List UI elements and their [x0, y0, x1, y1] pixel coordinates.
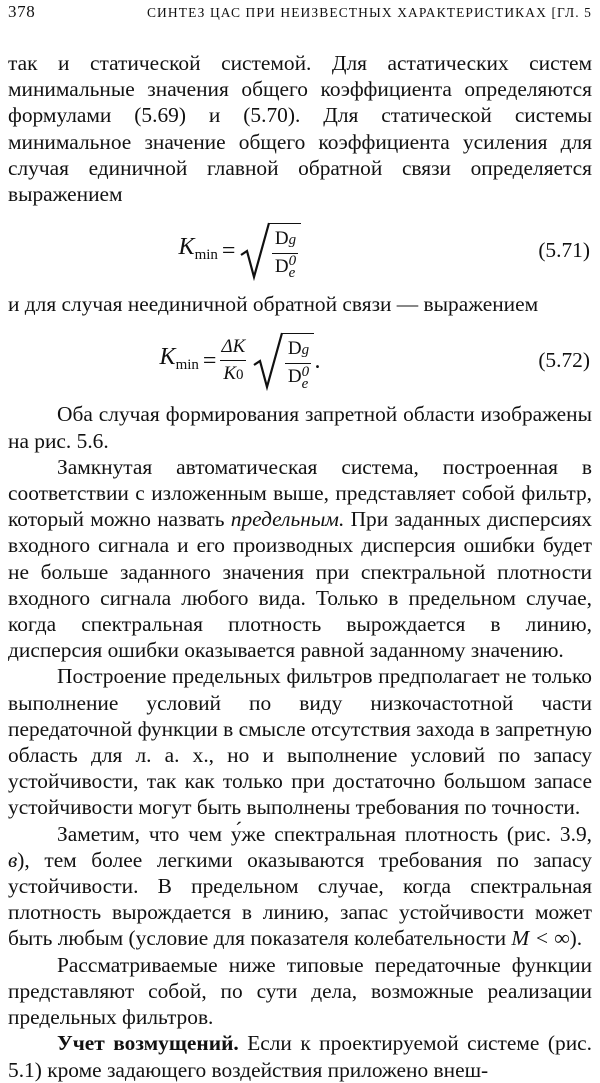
paragraph-1: так и статической системой. Для астатических систем минимальные значения общего коэффициента определяются формулами (5.69) и (5.70). Для статической системы минимальное значение общего коэффициента усиления для случая единичной главной обратной связи определяется выражением: [8, 51, 592, 207]
eq2-lhs: $K_{min}$: [159, 344, 199, 374]
eq2-fraction: Dg D 0 e: [285, 336, 311, 390]
running-title: СИНТЕЗ ЦАС ПРИ НЕИЗВЕСТНЫХ ХАРАКТЕРИСТИКАХ [ГЛ. 5: [146, 5, 592, 20]
equation-5-72-formula: $K_{min}$ = $\frac{\Delta K}{K0}$ Dg D 0 e .: [8, 325, 472, 397]
equals-sign: =: [221, 238, 236, 265]
eq2-sqrt: [252, 331, 314, 391]
paragraph-3: Оба случая формирования запретной области изображены на рис. 5.6.: [8, 402, 592, 453]
radical-sign-icon: [239, 221, 271, 281]
paragraph-5: Построение предельных фильтров предполагает не только выполнение условий по виду низкочастотной части передаточной функции в смысле отсутствия захода в запретную область для л. а. х., но и выполнение условий по запасу устойчивости, так как только при достаточно большом запасе устойчивости могут быть выполнены требования по точности.: [8, 664, 592, 820]
radical-sign-icon: [252, 331, 284, 391]
equation-5-72: [8, 325, 592, 397]
page-body: [8, 50, 592, 1083]
paragraph-4: Замкнутая автоматическая система, построенная в соответствии с изложенным выше, представляет собой фильтр, который можно назвать предельным. При заданных дисперсиях входного сигнала и его производных дисперсия ошибки будет не больше заданного значения при спектральной плотности входного сигнала любого вида. Только в предельном случае, когда спектральная плотность вырождается в линию, дисперсия ошибки оказывается равной заданному значению.: [8, 454, 592, 663]
eq1-lhs: $K_{min}$: [178, 234, 218, 264]
paragraph-8: Учет возмущений. Если к проектируемой системе (рис. 5.1) кроме задающего воздействия приложено внеш-: [8, 1031, 592, 1082]
equals-sign: =: [202, 348, 217, 375]
equation-number: (5.72): [538, 348, 590, 373]
equation-5-71: [8, 215, 592, 287]
equation-number: (5.71): [538, 238, 590, 263]
math-inline: M < ∞: [511, 926, 570, 951]
eq2-ratio: $\frac{\Delta K}{K0}$: [221, 336, 246, 385]
section-run-in-heading: Учет возмущений.: [57, 1031, 239, 1056]
equation-5-71-formula: [8, 215, 472, 287]
eq1-fraction: Dg D 0 e: [272, 226, 298, 280]
paragraph-2: и для случая неединичной обратной связи — выражением: [8, 292, 539, 317]
page-header: [8, 2, 592, 28]
page-number: 378: [8, 2, 36, 21]
paragraph-7: Рассматриваемые ниже типовые передаточные функции представляют собой, по сути дела, возможные реализации предельных фильтров.: [8, 952, 592, 1030]
paragraph-6: Заметим, что чем у́же спектральная плотность (рис. 3.9, в), тем более легкими оказываются требования по запасу устойчивости. В предельном случае, когда спектральная плотность вырождается в линию, запас устойчивости может быть любым (условие для показателя колебательности M < ∞).: [8, 821, 592, 951]
emphasis-term: предельным.: [230, 507, 345, 532]
eq1-sqrt: [239, 221, 301, 281]
